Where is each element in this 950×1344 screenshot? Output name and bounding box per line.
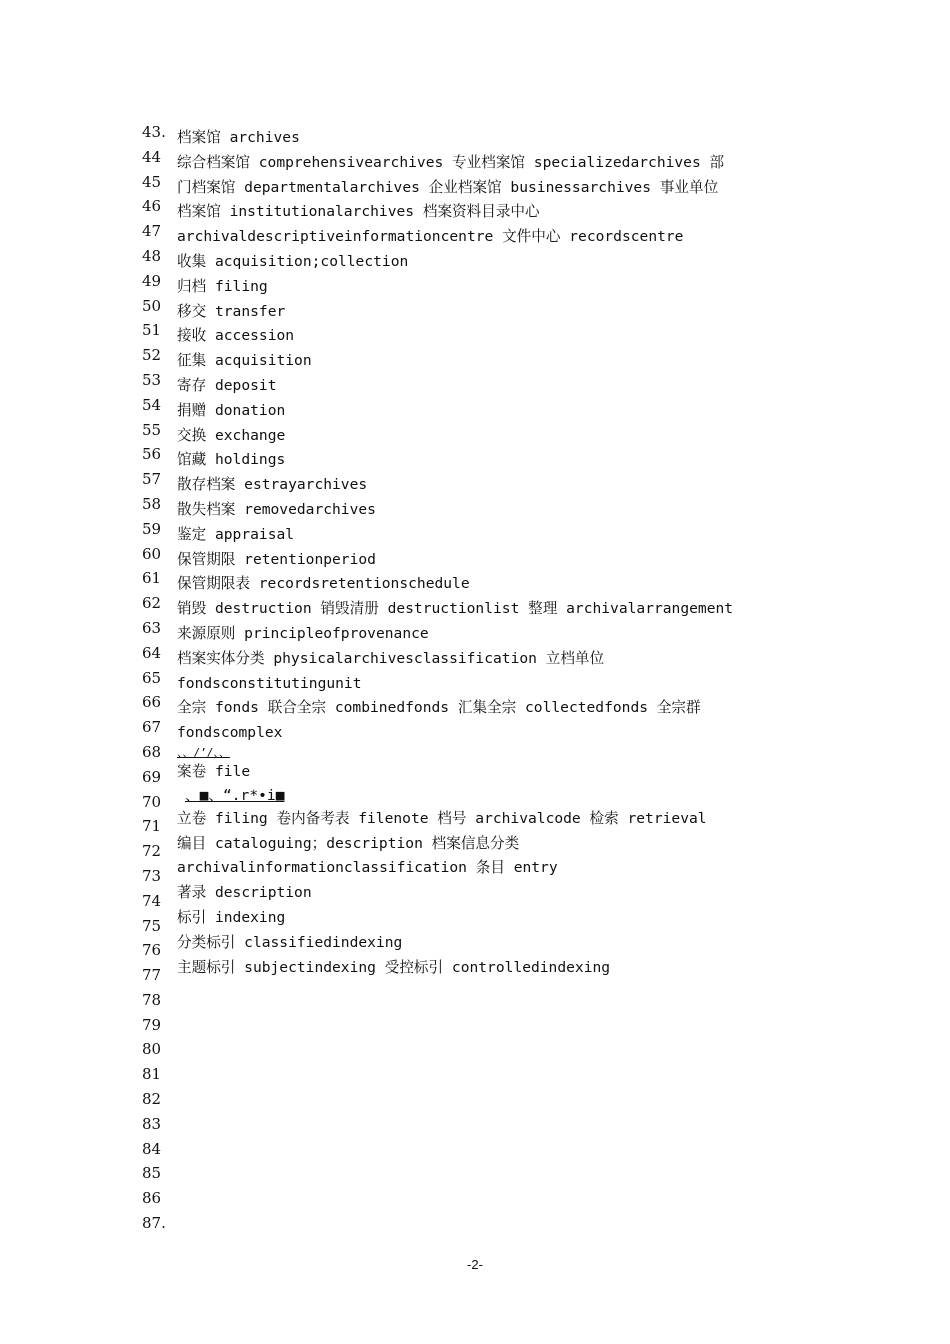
glossary-line: 捐赠 donation xyxy=(177,401,286,419)
glossary-line: archivaldescriptiveinformationcentre 文件中心 recordscentre xyxy=(177,228,684,246)
glossary-line: 散存档案 estrayarchives xyxy=(177,476,368,494)
glossary-line: 来源原则 principleofprovenance xyxy=(177,624,429,642)
glossary-line: 交换 exchange xyxy=(177,426,286,444)
glossary-line-file: 案卷 file xyxy=(177,762,251,780)
line-number: 43. xyxy=(142,123,166,141)
line-number: 53 xyxy=(142,370,162,389)
line-number: 57 xyxy=(142,470,162,489)
line-number: 82 xyxy=(142,1090,162,1109)
line-number: 71 xyxy=(142,817,162,836)
line-number: 45 xyxy=(142,172,162,191)
line-number-column xyxy=(142,121,176,1237)
line-number: 67 xyxy=(142,718,162,737)
line-number: 86 xyxy=(142,1189,162,1208)
glossary-line: 保管期限 retentionperiod xyxy=(177,550,376,568)
line-number: 63 xyxy=(142,618,162,637)
glossary-line: 销毁 destruction 销毁清册 destructionlist 整理 archivalarrangement xyxy=(177,600,734,618)
line-number: 50 xyxy=(142,296,162,315)
line-number: 83 xyxy=(142,1114,162,1133)
line-number: 52 xyxy=(142,346,162,365)
line-number: 56 xyxy=(142,445,162,464)
line-number: 46 xyxy=(142,197,162,216)
line-number: 69 xyxy=(142,767,162,786)
page-number: -2- xyxy=(467,1257,483,1272)
line-number: 66 xyxy=(142,693,162,712)
glossary-line: 寄存 deposit xyxy=(177,376,277,394)
glossary-line: 标引 indexing xyxy=(177,908,286,926)
glossary-line: 征集 acquisition xyxy=(177,352,312,370)
glossary-line: 接收 accession xyxy=(177,327,295,345)
glossary-line: 著录 description xyxy=(177,884,312,902)
glossary-line: 保管期限表 recordsretentionschedule xyxy=(177,575,470,593)
line-number: 62 xyxy=(142,594,162,613)
line-number: 61 xyxy=(142,569,162,588)
glossary-line: fondscomplex xyxy=(177,724,283,742)
line-number: 75 xyxy=(142,916,162,935)
line-number: 44 xyxy=(142,147,162,166)
line-number: 87. xyxy=(142,1214,166,1233)
glossary-line: 移交 transfer xyxy=(177,302,286,320)
line-number: 51 xyxy=(142,321,162,340)
glossary-line: 立卷 filing 卷内备考表 filenote 档号 archivalcode 检索 retrieval xyxy=(177,809,707,827)
line-number: 76 xyxy=(142,941,162,960)
line-number: 65 xyxy=(142,668,162,687)
line-number: 59 xyxy=(142,519,162,538)
garbled-text-top-content: 、、/’/、、 xyxy=(177,745,230,759)
garbled-text-top xyxy=(177,746,737,760)
glossary-line: 编目 cataloguing；description 档案信息分类 xyxy=(177,834,520,852)
line-number: 60 xyxy=(142,544,162,563)
line-number: 68 xyxy=(142,742,162,761)
glossary-line: fondsconstitutingunit xyxy=(177,674,362,692)
glossary-text xyxy=(177,126,737,980)
glossary-line: 门档案馆 departmentalarchives 企业档案馆 businessarchives 事业单位 xyxy=(177,178,719,196)
glossary-line: 档案实体分类 physicalarchivesclassification 立档单位 xyxy=(177,649,605,667)
line-number: 72 xyxy=(142,842,162,861)
line-number: 48 xyxy=(142,246,162,265)
line-number: 55 xyxy=(142,420,162,439)
glossary-line: 综合档案馆 comprehensivearchives 专业档案馆 specializedarchives 部 xyxy=(177,153,725,171)
garbled-text-bottom-content: 、■、“.r*•i■ xyxy=(185,786,285,804)
garbled-text-bottom xyxy=(177,785,737,807)
glossary-line: 分类标引 classifiedindexing xyxy=(177,933,403,951)
line-number: 80 xyxy=(142,1040,162,1059)
glossary-line: 收集 acquisition;collection xyxy=(177,252,409,270)
glossary-line: 全宗 fonds 联合全宗 combinedfonds 汇集全宗 collectedfonds 全宗群 xyxy=(177,699,701,717)
glossary-line: 档案馆 archives xyxy=(177,129,300,146)
line-number: 84 xyxy=(142,1139,162,1158)
glossary-line: 归档 filing xyxy=(177,277,268,295)
line-number: 49 xyxy=(142,271,162,290)
line-number: 73 xyxy=(142,866,162,885)
line-number: 54 xyxy=(142,395,162,414)
glossary-line: 馆藏 holdings xyxy=(177,451,286,469)
line-number: 79 xyxy=(142,1015,162,1034)
line-number: 64 xyxy=(142,643,162,662)
line-number: 85 xyxy=(142,1164,162,1183)
glossary-line: 主题标引 subjectindexing 受控标引 controlledindexing xyxy=(177,958,611,976)
line-number: 77 xyxy=(142,966,162,985)
line-number: 70 xyxy=(142,792,162,811)
glossary-line: archivalinformationclassification 条目 entry xyxy=(177,859,558,877)
line-number: 81 xyxy=(142,1065,162,1084)
glossary-line: 鉴定 appraisal xyxy=(177,525,295,543)
line-number: 78 xyxy=(142,990,162,1009)
glossary-line: 散失档案 removedarchives xyxy=(177,500,376,518)
glossary-line: 档案馆 institutionalarchives 档案资料目录中心 xyxy=(177,203,540,221)
line-number: 47 xyxy=(142,222,162,241)
line-number: 58 xyxy=(142,494,162,513)
line-number: 74 xyxy=(142,891,162,910)
